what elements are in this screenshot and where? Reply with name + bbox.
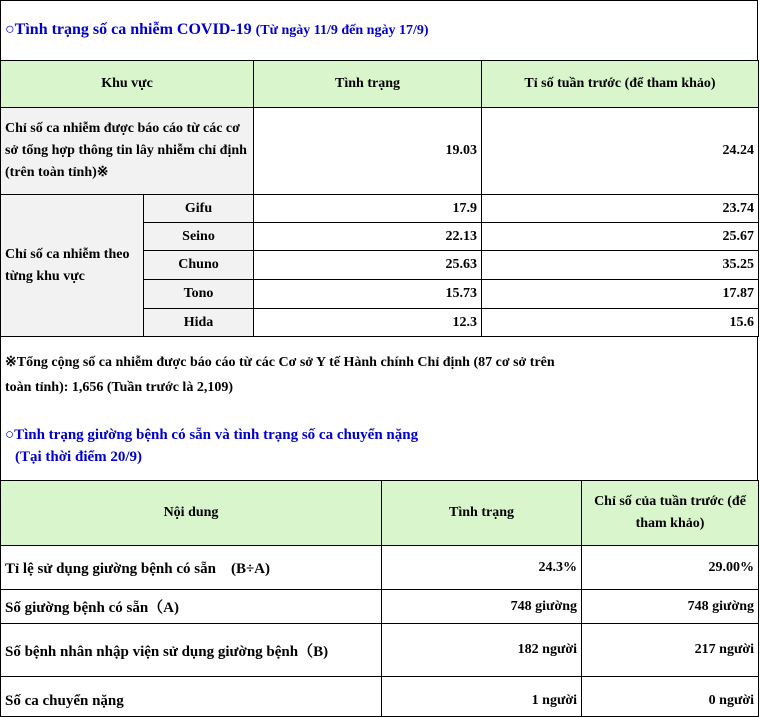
section2-title: Tình trạng giường bệnh có sẵn và tình trạng số ca chuyển nặng [14, 427, 419, 443]
table-header-row [1, 481, 759, 546]
total-status: 19.03 [254, 108, 482, 195]
section1-title: Tình trạng số ca nhiễm COVID-19 [14, 21, 252, 38]
header-status: Tình trạng [254, 61, 482, 108]
section1-title-box [0, 0, 758, 60]
region-name: Seino [144, 223, 254, 251]
table-row [1, 195, 759, 223]
total-label: Chỉ số ca nhiễm được báo cáo từ các cơ sở tổng hợp thông tin lây nhiễm chỉ định (trên toàn tỉnh)※ [1, 108, 254, 195]
row-status: 182 người [382, 624, 582, 677]
row-status: 748 giường [382, 590, 582, 624]
circle-outline-icon: ○ [5, 21, 15, 38]
table-row [1, 546, 759, 590]
region-status: 17.9 [254, 195, 482, 223]
row-previous: 217 người [582, 624, 759, 677]
region-status: 15.73 [254, 280, 482, 309]
region-name: Hida [144, 309, 254, 337]
footnote-text: ※Tổng cộng số ca nhiễm được báo cáo từ các Cơ sở Y tế Hành chính Chỉ định (87 cơ sở trên toàn tỉnh): 1,656 (Tuần trước là 2,109) [5, 355, 555, 395]
region-previous: 25.67 [482, 223, 759, 251]
header-status: Tình trạng [382, 481, 582, 546]
region-status: 25.63 [254, 251, 482, 280]
region-group-label: Chỉ số ca nhiễm theo từng khu vực [1, 195, 144, 337]
row-status: 1 người [382, 687, 582, 717]
total-previous: 24.24 [482, 108, 759, 195]
infection-table [0, 60, 759, 337]
region-status: 12.3 [254, 309, 482, 337]
header-previous: Chỉ số của tuần trước (để tham khảo) [582, 481, 759, 546]
row-label: Số bệnh nhân nhập viện sử dụng giường bệnh（B) [1, 624, 382, 677]
row-previous: 0 người [582, 687, 759, 717]
header-previous: Tỉ số tuần trước (để tham khảo) [482, 61, 759, 108]
table-row [1, 624, 759, 677]
bed-table [0, 480, 759, 717]
region-status: 22.13 [254, 223, 482, 251]
region-previous: 15.6 [482, 309, 759, 337]
table-row [1, 687, 759, 717]
row-label: Số ca chuyển nặng [1, 687, 382, 717]
header-content: Nội dung [1, 481, 382, 546]
region-previous: 23.74 [482, 195, 759, 223]
row-previous: 748 giường [582, 590, 759, 624]
row-status: 24.3% [382, 546, 582, 590]
circle-outline-icon: ○ [5, 427, 15, 443]
row-label: Số giường bệnh có sẵn（A) [1, 590, 382, 624]
region-name: Tono [144, 280, 254, 309]
section1-period: (Từ ngày 11/9 đến ngày 17/9) [255, 23, 429, 38]
region-previous: 17.87 [482, 280, 759, 309]
header-area: Khu vực [1, 61, 254, 108]
table-row [1, 108, 759, 195]
region-name: Gifu [144, 195, 254, 223]
footnote-box [0, 336, 758, 416]
region-previous: 35.25 [482, 251, 759, 280]
section2-subtitle: (Tại thời điểm 20/9) [15, 449, 143, 465]
section2-title-box [0, 416, 758, 480]
row-label: Tỉ lệ sử dụng giường bệnh có sẵn (B÷A) [1, 546, 382, 590]
table-row [1, 590, 759, 624]
row-previous: 29.00% [582, 546, 759, 590]
spacer-row [1, 677, 759, 687]
table-header-row [1, 61, 759, 108]
region-name: Chuno [144, 251, 254, 280]
